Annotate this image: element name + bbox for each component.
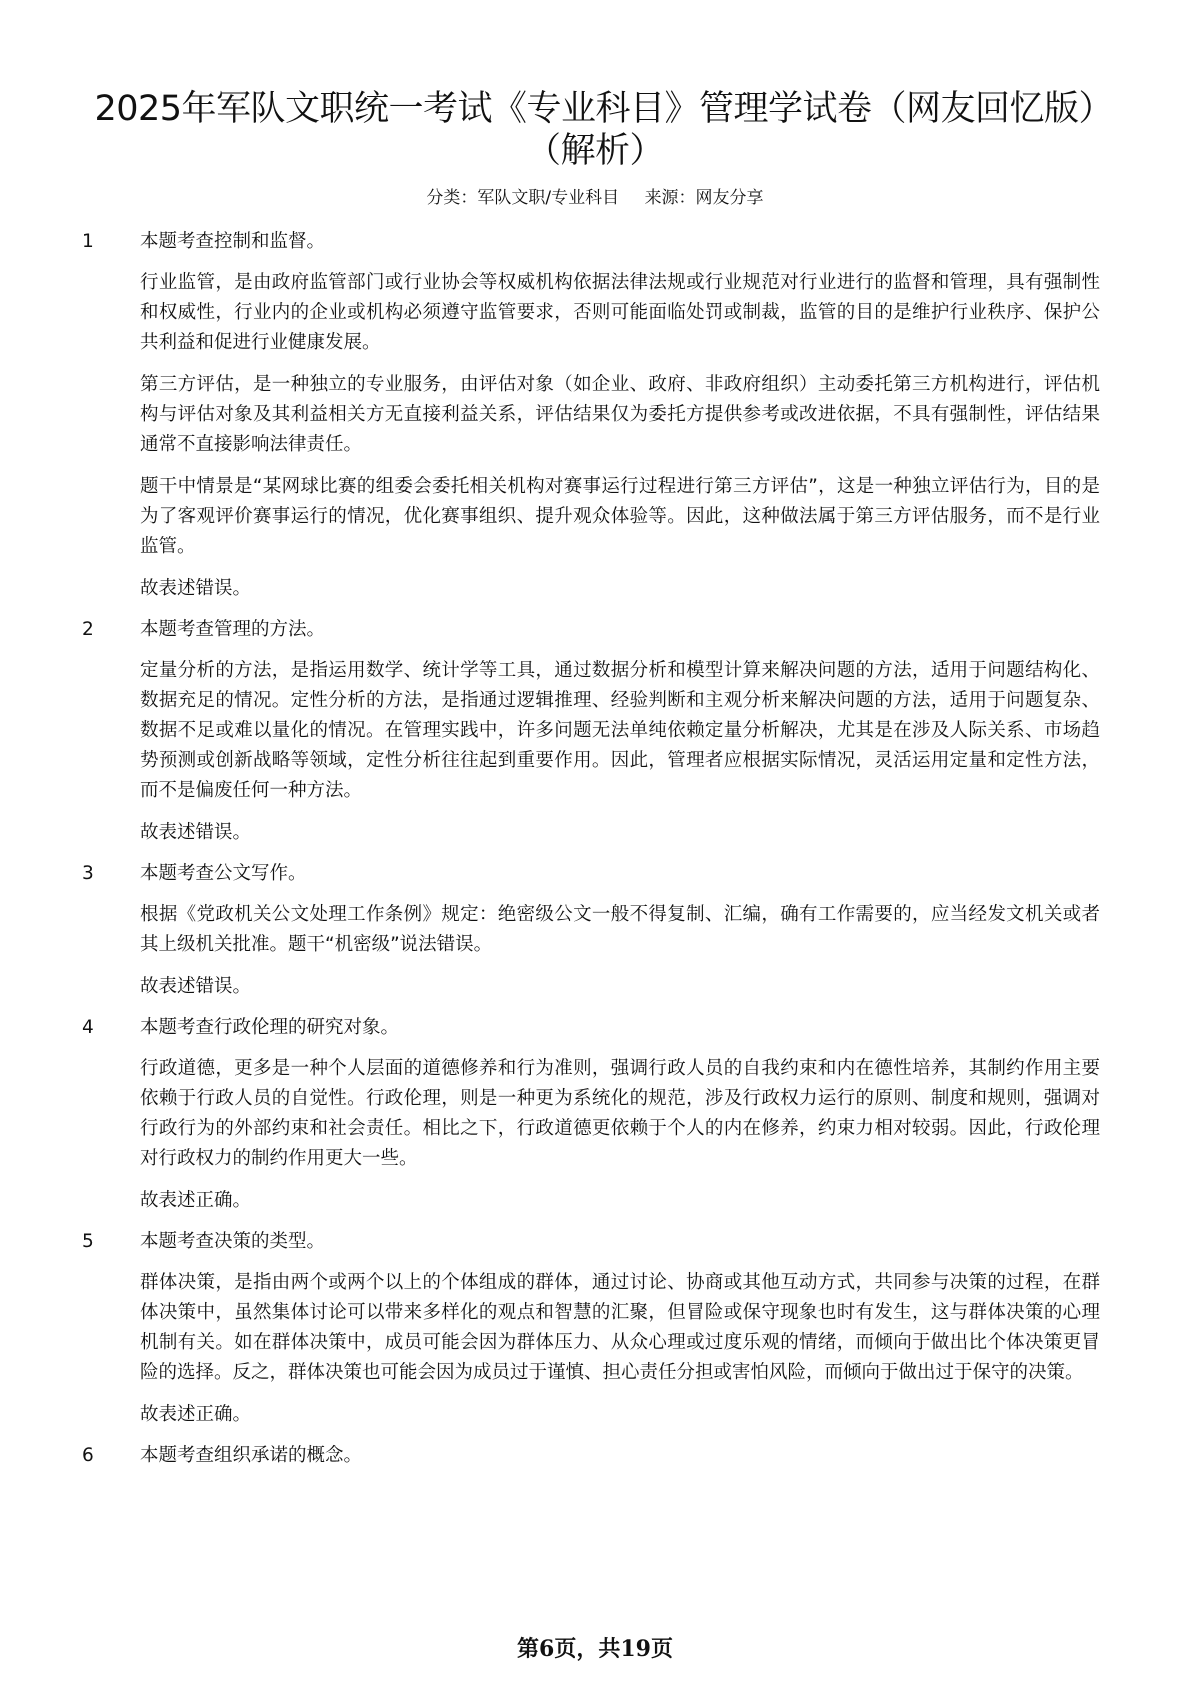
explanation-paragraph: 定量分析的方法，是指运用数学、统计学等工具，通过数据分析和模型计算来解决问题的方法，适用于问题结构化、数据充足的情况。定性分析的方法，是指通过逻辑推理、经验判断和主观分析来解决问题的方法，适用于问题复杂、数据不足或难以量化的情况。在管理实践中，许多问题无法单纯依赖定量分析解决，尤其是在涉及人际关系、市场趋势预测或创新战略等领域，定性分析往往起到重要作用。因此，管理者应根据实际情况，灵活运用定量和定性方法，而不是偏废任何一种方法。 [140,660,1100,801]
explanation-paragraph: 行政道德，更多是一种个人层面的道德修养和行为准则，强调行政人员的自我约束和内在德性培养，其制约作用主要依赖于行政人员的自觉性。行政伦理，则是一种更为系统化的规范，涉及行政权力运行的原则、制度和规则，强调对行政行为的外部约束和社会责任。相比之下，行政道德更依赖于个人的内在修养，约束力相对较弱。因此，行政伦理对行政权力的制约作用更大一些。 [140,1058,1100,1169]
answer-heading [80,1228,1100,1256]
question-number: 4 [82,1017,94,1038]
explanation-paragraph: 故表述错误。 [140,822,252,843]
answer-item [80,616,1100,848]
explanation-paragraph: 第三方评估，是一种独立的专业服务，由评估对象（如企业、政府、非政府组织）主动委托第三方机构进行，评估机构与评估对象及其利益相关方无直接利益关系，评估结果仅为委托方提供参考或改进依据，不具有强制性，评估结果通常不直接影响法律责任。 [140,374,1100,455]
page-number: 第6页，共19页 [517,1636,673,1662]
question-topic: 本题考查管理的方法。 [140,619,326,640]
answer-list [80,228,1100,1482]
question-number: 6 [82,1445,94,1466]
explanation-paragraph: 行业监管，是由政府监管部门或行业协会等权威机构依据法律法规或行业规范对行业进行的监督和管理，具有强制性和权威性，行业内的企业或机构必须遵守监管要求，否则可能面临处罚或制裁，监管的目的是维护行业秩序、保护公共利益和促进行业健康发展。 [140,272,1100,353]
explanation-paragraph: 故表述错误。 [140,976,252,997]
answer-item [80,860,1100,1002]
explanation-paragraph: 故表述错误。 [140,578,252,599]
question-topic: 本题考查控制和监督。 [140,231,326,252]
article-meta [0,186,1190,210]
explanation-paragraph: 故表述正确。 [140,1190,252,1211]
explanation-paragraph: 故表述正确。 [140,1404,252,1425]
question-number: 5 [82,1231,94,1252]
category-label: 分类：军队文职/专业科目 [426,188,620,208]
answer-heading [80,1442,1100,1470]
question-topic: 本题考查组织承诺的概念。 [140,1445,363,1466]
explanation-paragraph: 群体决策，是指由两个或两个以上的个体组成的群体，通过讨论、协商或其他互动方式，共同参与决策的过程，在群体决策中，虽然集体讨论可以带来多样化的观点和智慧的汇聚，但冒险或保守现象也时有发生，这与群体决策的心理机制有关。如在群体决策中，成员可能会因为群体压力、从众心理或过度乐观的情绪，而倾向于做出比个体决策更冒险的选择。反之，群体决策也可能会因为成员过于谨慎、担心责任分担或害怕风险，而倾向于做出过于保守的决策。 [140,1272,1100,1383]
question-number: 1 [82,231,94,252]
answer-heading [80,1014,1100,1042]
page-title: 2025年军队文职统一考试《专业科目》管理学试卷（网友回忆版）（解析） [94,89,1096,171]
question-topic: 本题考查公文写作。 [140,863,307,884]
question-number: 2 [82,619,94,640]
answer-item [80,1442,1100,1470]
answer-heading [80,860,1100,888]
answer-item [80,228,1100,604]
question-number: 3 [82,863,94,884]
question-topic: 本题考查决策的类型。 [140,1231,326,1252]
answer-item [80,1228,1100,1430]
answer-item [80,1014,1100,1216]
answer-heading [80,616,1100,644]
source-label: 来源：网友分享 [644,188,764,208]
explanation-paragraph: 题干中情景是“某网球比赛的组委会委托相关机构对赛事运行过程进行第三方评估”，这是一种独立评估行为，目的是为了客观评价赛事运行的情况，优化赛事组织、提升观众体验等。因此，这种做法属于第三方评估服务，而不是行业监管。 [140,476,1100,557]
answer-heading [80,228,1100,256]
explanation-paragraph: 根据《党政机关公文处理工作条例》规定：绝密级公文一般不得复制、汇编，确有工作需要的，应当经发文机关或者其上级机关批准。题干“机密级”说法错误。 [140,904,1100,955]
question-topic: 本题考查行政伦理的研究对象。 [140,1017,400,1038]
